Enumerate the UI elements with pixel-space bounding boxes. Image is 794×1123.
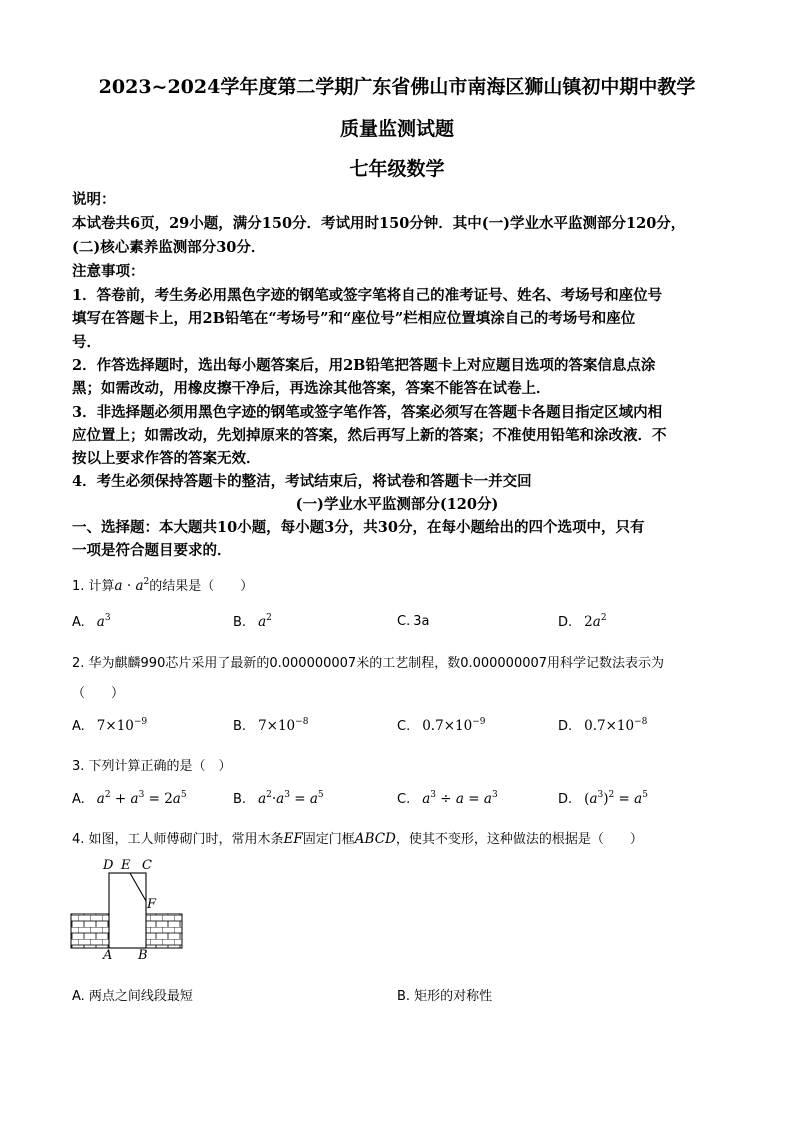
q3-option-c: C. $a^3 \div a = a^3$ — [397, 790, 498, 807]
question-1-suffix: 的结果是（ ） — [149, 579, 254, 594]
q2-option-a: A. $7\times 10^{-9}$ — [72, 717, 148, 734]
note-2-line-2: 黑；如需改动，用橡皮擦干净后，再选涂其他答案，答案不能答在试卷上． — [72, 380, 551, 397]
question-1-expression: $a \cdot a^2$ — [114, 577, 150, 594]
question-4-ef: EF — [283, 831, 303, 847]
door-frame-abcd — [109, 873, 146, 948]
section-intro-line-2: 一项是符合题目要求的． — [72, 542, 232, 559]
question-4: 4. 如图，工人师傅砌门时，常用木条EF固定门框ABCD，使其不变形，这种做法的根据是（ ） — [72, 831, 643, 847]
section-intro-line-1: 一、选择题：本大题共10小题，每小题3分，共30分，在每小题给出的四个选项中，只有 — [72, 519, 645, 536]
question-4-abcd: ABCD — [354, 831, 396, 847]
question-2-line-1: 2. 华为麒麟990芯片采用了最新的0.000000007米的工艺制程，数0.000000007用科学记数法表示为 — [72, 656, 665, 671]
instructions-line-2: (二)核心素养监测部分30分． — [72, 239, 266, 256]
q1-option-b: B. $a^2$ — [233, 613, 272, 630]
q3-option-d: D. $(a^3)^2 = a^5$ — [558, 790, 648, 807]
note-1-line-2: 填写在答题卡上，用2B铅笔在“考场号”和“座位号”栏相应位置填涂自己的考场号和座位 — [72, 310, 636, 327]
label-a: A — [103, 948, 113, 963]
label-e: E — [121, 858, 131, 873]
title-line-2: 质量监测试题 — [339, 118, 454, 140]
right-brick-wall — [146, 914, 182, 948]
q1-option-a: A. $a^3$ — [72, 613, 111, 630]
title-line-3: 七年级数学 — [349, 158, 445, 180]
q2-option-c: C. $0.7\times 10^{-9}$ — [397, 717, 486, 734]
q2-option-b: B. $7\times 10^{-8}$ — [233, 717, 309, 734]
note-3-line-3: 按以上要求作答的答案无效． — [72, 450, 261, 467]
note-1-line-1: 1．答卷前，考生务必用黑色字迹的钢笔或签字笔将自己的准考证号、姓名、考场号和座位号 — [72, 287, 663, 304]
label-d: D — [103, 858, 114, 873]
note-3-line-1: 3．非选择题必须用黑色字迹的钢笔或签字笔作答，答案必须写在答题卡各题目指定区域内相 — [72, 404, 663, 421]
note-4: 4．考生必须保持答题卡的整洁，考试结束后，将试卷和答题卡一并交回 — [72, 473, 532, 490]
q2-option-d: D. $0.7\times 10^{-8}$ — [558, 717, 648, 734]
question-1-prefix: 1. 计算 — [72, 579, 115, 594]
instructions-label: 说明： — [72, 191, 116, 208]
notes-label: 注意事项： — [72, 263, 145, 280]
q1-option-c: C. 3a — [397, 614, 430, 629]
label-c: C — [142, 858, 152, 873]
title-line-1: 2023~2024学年度第二学期广东省佛山市南海区狮山镇初中期中教学 — [98, 76, 696, 98]
left-brick-wall — [71, 914, 109, 948]
question-3: 3. 下列计算正确的是（ ） — [72, 759, 232, 774]
note-1-line-3: 号． — [72, 334, 101, 351]
question-1 — [72, 575, 253, 594]
q4-option-a: A. 两点之间线段最短 — [72, 989, 193, 1004]
label-b: B — [138, 948, 148, 963]
instructions-line-1: 本试卷共6页，29小题，满分150分．考试用时150分钟．其中(一)学业水平监测部分120分， — [72, 215, 686, 232]
question-2-line-2: （ ） — [72, 686, 125, 701]
q1-option-d: D. $2a^2$ — [558, 613, 607, 630]
note-2-line-1: 2．作答选择题时，选出每小题答案后，用2B铅笔把答题卡上对应题目选项的答案信息点涂 — [72, 357, 656, 374]
label-f: F — [147, 897, 157, 912]
q3-option-b: B. $a^2\cdot a^3 = a^5$ — [233, 790, 324, 807]
section-heading: (一)学业水平监测部分(120分) — [295, 496, 499, 513]
q3-option-a: A. $a^2 + a^3 = 2a^5$ — [72, 790, 187, 807]
q4-option-b: B. 矩形的对称性 — [397, 989, 493, 1004]
note-3-line-2: 应位置上；如需改动，先划掉原来的答案，然后再写上新的答案；不准使用铅笔和涂改液．不 — [72, 427, 667, 444]
